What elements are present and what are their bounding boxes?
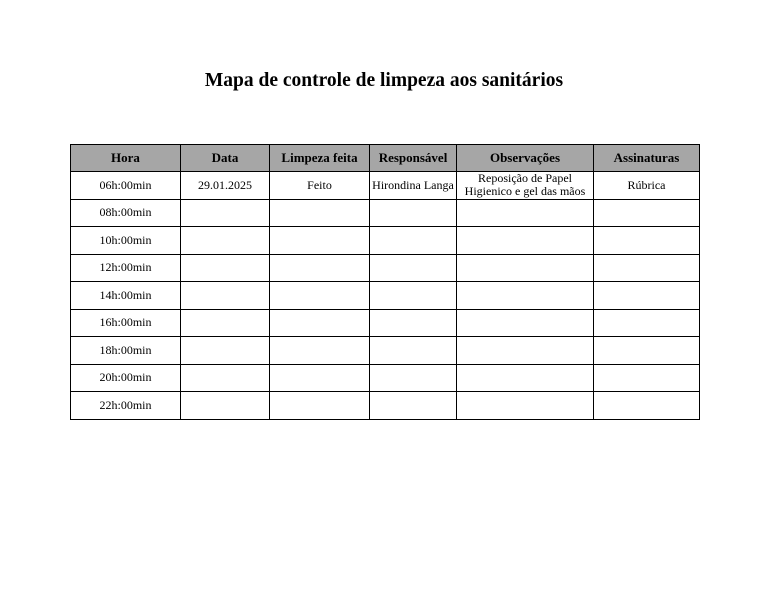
cell-assinaturas xyxy=(594,309,700,337)
cell-data xyxy=(181,282,270,310)
cell-limpeza-feita xyxy=(270,199,370,227)
table-row xyxy=(71,392,700,420)
table-row xyxy=(71,364,700,392)
cell-hora: 10h:00min xyxy=(71,227,181,255)
cell-responsavel xyxy=(370,254,457,282)
cell-observacoes xyxy=(457,392,594,420)
cell-responsavel xyxy=(370,337,457,365)
table-header-row xyxy=(71,145,700,172)
cell-limpeza-feita: Feito xyxy=(270,172,370,200)
cell-assinaturas xyxy=(594,282,700,310)
cell-data xyxy=(181,392,270,420)
cell-observacoes xyxy=(457,254,594,282)
header-responsavel: Responsável xyxy=(370,145,457,172)
cell-responsavel: Hirondina Langa xyxy=(370,172,457,200)
cell-limpeza-feita xyxy=(270,282,370,310)
cell-limpeza-feita xyxy=(270,227,370,255)
cell-data xyxy=(181,309,270,337)
cell-limpeza-feita xyxy=(270,254,370,282)
cell-observacoes xyxy=(457,227,594,255)
cell-hora: 12h:00min xyxy=(71,254,181,282)
cell-limpeza-feita xyxy=(270,337,370,365)
cell-responsavel xyxy=(370,199,457,227)
cell-limpeza-feita xyxy=(270,364,370,392)
cell-hora: 16h:00min xyxy=(71,309,181,337)
cell-assinaturas xyxy=(594,227,700,255)
cell-data xyxy=(181,254,270,282)
cell-limpeza-feita xyxy=(270,309,370,337)
cell-responsavel xyxy=(370,309,457,337)
cell-data xyxy=(181,364,270,392)
table-row xyxy=(71,199,700,227)
cell-observacoes xyxy=(457,282,594,310)
header-assinaturas: Assinaturas xyxy=(594,145,700,172)
header-limpeza-feita: Limpeza feita xyxy=(270,145,370,172)
table-row xyxy=(71,227,700,255)
cell-responsavel xyxy=(370,364,457,392)
cell-assinaturas xyxy=(594,337,700,365)
table-row xyxy=(71,309,700,337)
header-observacoes: Observações xyxy=(457,145,594,172)
cell-hora: 20h:00min xyxy=(71,364,181,392)
cell-responsavel xyxy=(370,392,457,420)
table-row xyxy=(71,254,700,282)
cell-responsavel xyxy=(370,227,457,255)
cell-observacoes xyxy=(457,364,594,392)
table-row xyxy=(71,282,700,310)
cell-assinaturas xyxy=(594,254,700,282)
page-title: Mapa de controle de limpeza aos sanitários xyxy=(204,70,564,91)
cell-hora: 18h:00min xyxy=(71,337,181,365)
cell-data xyxy=(181,227,270,255)
cell-assinaturas: Rúbrica xyxy=(594,172,700,200)
cleaning-log-table xyxy=(70,144,700,420)
cell-hora: 08h:00min xyxy=(71,199,181,227)
cell-assinaturas xyxy=(594,199,700,227)
cell-responsavel xyxy=(370,282,457,310)
cell-observacoes xyxy=(457,337,594,365)
cell-data xyxy=(181,337,270,365)
table-row xyxy=(71,172,700,200)
cell-data xyxy=(181,199,270,227)
table-row xyxy=(71,337,700,365)
cell-limpeza-feita xyxy=(270,392,370,420)
header-hora: Hora xyxy=(71,145,181,172)
cell-observacoes xyxy=(457,309,594,337)
header-data: Data xyxy=(181,145,270,172)
cell-hora: 06h:00min xyxy=(71,172,181,200)
cell-assinaturas xyxy=(594,364,700,392)
cell-observacoes: Reposição de Papel Higienico e gel das mãos xyxy=(457,172,594,200)
cell-assinaturas xyxy=(594,392,700,420)
cell-data: 29.01.2025 xyxy=(181,172,270,200)
cell-observacoes xyxy=(457,199,594,227)
cell-hora: 14h:00min xyxy=(71,282,181,310)
cell-hora: 22h:00min xyxy=(71,392,181,420)
